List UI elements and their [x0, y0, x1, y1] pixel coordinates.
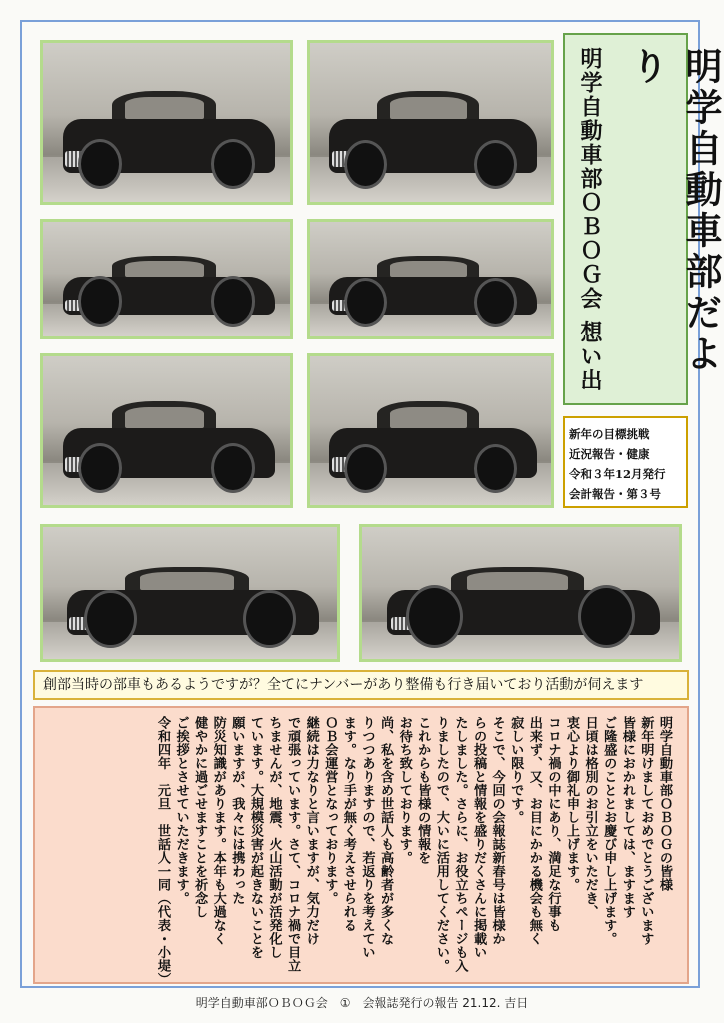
letter-line: 衷心より御礼申し上げます。	[564, 716, 580, 892]
page-footer: 明学自動車部ＯＢＯＧ会 ① 会報誌発行の報告 21.12. 吉日	[195, 996, 529, 1010]
letter-line: 明学自動車部ＯＢＯＧの皆様	[657, 716, 672, 892]
letter-line: ます。なり手が無く考えさせられる	[340, 716, 356, 932]
car-photo-5	[40, 353, 293, 508]
title-box	[563, 33, 723, 405]
letter-line: コロナ禍の中にあり、満足な行事も	[545, 716, 561, 932]
letter-line: ちませんが、地震、火山活動が活発化し	[266, 716, 282, 959]
newsletter-subtitle: 明学自動車部ＯＢＯＧ会 想い出	[577, 47, 603, 393]
letter-line: 継続は力なりと言いますが、気力だけ	[303, 716, 319, 946]
letter-line: 皆様におかれましては、ますます	[619, 716, 635, 919]
letter-line: ています。大規模災害が起きないことを	[247, 716, 263, 959]
car-photo-3	[40, 219, 293, 339]
letter-line: 健やかに過ごせますことを祈念し	[192, 716, 208, 919]
greeting-letter-box	[33, 706, 689, 984]
letter-line: ご隆盛のこととお慶び申し上げます。	[601, 716, 617, 946]
info-line: 令和３年12月発行	[569, 467, 666, 481]
letter-line: これからも皆様の情報を	[415, 716, 431, 865]
info-line: 会計報告・第３号	[569, 487, 661, 501]
letter-line: お待ち致しております。	[396, 716, 412, 865]
car-photo-1	[40, 40, 293, 205]
letter-line: で頑張っています。さて、コロナ禍で目立	[285, 716, 301, 973]
greeting-letter	[152, 716, 673, 986]
letter-line: 出来ず、又、お目にかかる機会も無く	[526, 716, 542, 946]
letter-line: たしました。さらに、お役立ちページも入	[452, 716, 468, 973]
letter-line: 願いますが、我々には携わった	[229, 716, 245, 905]
issue-info-box	[563, 416, 688, 508]
car-photo-2	[307, 40, 554, 205]
car-photo-4	[307, 219, 554, 339]
letter-line: らの投稿と情報を盛りだくさんに掲載い	[471, 716, 487, 959]
car-photo-8	[359, 524, 682, 662]
letter-line: 令和四年 元旦 世話人一同（代表・小堤）	[154, 716, 170, 986]
newsletter-title: 明学自動車部だより	[625, 47, 723, 375]
letter-line: 日頃は格別のお引立をいただき、	[582, 716, 598, 919]
letter-line: ご挨拶とさせていただきます。	[173, 716, 189, 905]
letter-line: そこで、今回の会報誌新春号は皆様か	[489, 716, 505, 946]
letter-line: 尚、私を含め世話人も高齢者が多くな	[378, 716, 394, 946]
letter-line: 防災知識があります。本年も大過なく	[210, 716, 226, 946]
letter-line: 寂しい限りです。	[508, 716, 524, 824]
photo-caption: 創部当時の部車もあるようですが？全てにナンバーがあり整備も行き届いており活動が伺えます	[33, 670, 689, 700]
car-photo-7	[40, 524, 340, 662]
letter-line: りつつありますので、若返りを考えてい	[359, 716, 375, 959]
letter-line: ＯＢ会運営となっております。	[322, 716, 338, 905]
letter-line: 新年明けましておめでとうございます	[638, 716, 654, 946]
info-line: 近況報告・健康	[569, 447, 650, 461]
letter-line: りましたので、大いに活用してください。	[433, 716, 449, 973]
info-line: 新年の目標挑戦	[569, 427, 650, 441]
car-photo-6	[307, 353, 554, 508]
